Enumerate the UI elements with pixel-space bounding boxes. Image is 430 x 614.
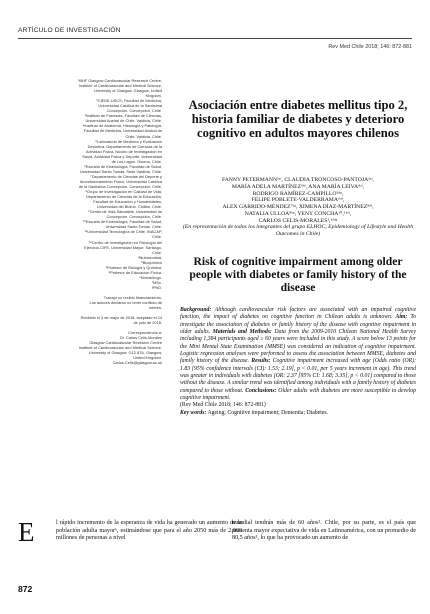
affiliation-line: Salud, Actividad Física y Deporte. Universidad xyxy=(82,153,162,159)
affiliation-line: ᵈProfesor de Educación Física. xyxy=(108,269,162,275)
affiliation-line: Universidad Santo Tomás. Chile. xyxy=(105,224,162,230)
affiliation-line: ᶠMSc. xyxy=(152,279,162,285)
affiliation-line: Chile. xyxy=(152,249,162,255)
author-line: NATALIA ULLOA⁹ᵇᵍ, YENY CONCHA¹⁰,¹¹ᵉᶠ, xyxy=(244,210,352,217)
affiliation-line: ᶜProfesor de Biología y Química. xyxy=(105,264,162,270)
abstract-citation: (Rev Med Chile 2018; 146: 872-881) xyxy=(180,402,266,409)
affiliation-line: United Kingdom. xyxy=(133,355,162,361)
affiliation-line: Los autores declaran no tener conflicto de xyxy=(89,300,162,306)
author-line: ALEX GARRIDO-MÉNDEZ⁷ᵈᵍ, XIMENA DÍAZ-MARTÍNEZ⁸ᵈᶠ, xyxy=(222,204,374,210)
affiliation-line: Correspondencia a: xyxy=(128,330,162,336)
header-divider xyxy=(18,38,412,39)
affiliation-line: ᵃNutricionista. xyxy=(138,254,162,260)
affiliation-line: Facultad de Educación y Humanidades, xyxy=(93,199,162,205)
affiliation-line: Ejercicio-CIFE, Universidad Mayor. Santiago, xyxy=(84,244,162,250)
affiliation-line: ¹²Centro de Investigación en Fisiología del xyxy=(89,239,162,245)
abstract xyxy=(180,307,416,417)
affiliation-line: ⁹Centro de Vida Saludable, Universidad de xyxy=(87,209,162,215)
affiliation-line: Universidad del Biobío. Chillán, Chile. xyxy=(96,204,162,210)
page-number: 872 xyxy=(18,584,33,594)
affiliations-sidebar xyxy=(18,78,162,366)
abstract-results-label: Results: xyxy=(251,358,271,365)
body-text-right-column: mundial tendrán más de 60 años². Chile, por su parte, es el país que presenta mayor expectativa de vida en Latinoamérica, con un promedio de 80,5 años³, lo que ha provocado un aumento de xyxy=(232,520,416,542)
author-line: CARLOS CELIS-MORALES¹,¹²ᵈᵍ xyxy=(258,217,338,224)
affiliation-line: ¹¹Universidad Tecnológica de Chile, INACAP, xyxy=(84,229,162,235)
affiliation-line: Dr. Carlos Celis-Morales xyxy=(119,335,162,341)
affiliation-line: ⁷Departamento de Ciencias del Deporte y xyxy=(90,173,162,179)
affiliation-line: Concepción. Concepción, Chile. xyxy=(106,214,162,220)
affiliation-line: Universidad Católica de la Santísima xyxy=(98,103,162,109)
abstract-aim: To investigate the association of diabetes or family history of the disease with cognitive impairment in older adults. xyxy=(180,314,416,336)
affiliation-line: ¹⁰Escuela de Kinesiología, Facultad de Salud, xyxy=(83,219,162,225)
affiliation-line: Trabajo no recibió financiamiento. xyxy=(103,294,162,300)
affiliation-line: University of Glasgow. Glasgow, United xyxy=(94,88,162,94)
affiliation-line: ⁴Instituto de Anatomía, Histología y Patología, xyxy=(82,123,162,129)
abstract-conclusions-label: Conclusions: xyxy=(245,387,277,394)
affiliation-line: Universidad Austral de Chile. Valdivia, Chile. xyxy=(85,118,162,124)
author-line: FELIPE POBLETE-VALDERRAMA⁶ᵈᶠ, xyxy=(251,197,345,204)
affiliation-line: Facultad de Medicina, Universidad Austral de xyxy=(83,128,162,134)
affiliation-line: ³Instituto de Farmacia, Facultad de Ciencias, xyxy=(84,113,162,119)
affiliation-line: ⁸Grupo de Investigación en Calidad de Vida, xyxy=(85,189,162,195)
author-line: FANNY PETERMANN¹ᵃᶠ, CLAUDIA TRONCOSO-PANTOJA²ᵃᶠ, xyxy=(221,177,375,183)
affiliation-line: Recibido el 3 de mayo de 2018, aceptado el 24 xyxy=(80,315,162,321)
affiliation-line: ᵇBioquímico xyxy=(141,259,162,265)
abstract-results: Cognitive impairment increased with age (Odds ratio (OR): 1.83 [95% confidence intervals (CI): 1.53; 2.19], p < 0.01, per 5 years increment in age). This trend was greater in individuals with diabetes (OR: 2.37 [95% CI: 1.68; 3.35], p < 0.01) compared to those without the disease. A similar trend was identified among individuals with a family history of diabetes compared to those without. xyxy=(180,358,416,394)
affiliation-line: de Los Lagos. Osorno, Chile. xyxy=(111,158,162,164)
section-label: ARTÍCULO DE INVESTIGACIÓN xyxy=(18,27,121,34)
affiliation-line: Carlos.Celis@glasgow.ac.uk xyxy=(112,360,162,366)
affiliation-line: de julio de 2018. xyxy=(133,320,162,326)
affiliation-line: Acondicionamiento Físico, Universidad Católica xyxy=(79,178,162,184)
affiliation-line: Institute of Cardiovascular and Medical Science, xyxy=(78,83,162,89)
drop-cap: E xyxy=(18,517,35,547)
abstract-conclusions: Older adults with diabetes are more susceptible to develop cognitive impairment. xyxy=(180,387,416,402)
affiliation-line: ᵍPhD. xyxy=(151,284,162,290)
keywords-line xyxy=(180,410,328,416)
authors-group-note: (En representación de todos los integrantes del grupo ELHOC, Epidemiology of Lifestyle and Health Outcomes in Chile) xyxy=(182,224,414,237)
abstract-aim-label: Aim: xyxy=(395,314,408,321)
affiliation-line: Concepción. Concepción, Chile. xyxy=(106,108,162,114)
journal-reference: Rev Med Chile 2018; 146: 872-881 xyxy=(328,44,412,50)
affiliation-line: Deportiva. Departamento de Ciencias de la xyxy=(87,143,162,149)
affiliation-line: ¹BHF Glasgow Cardiovascular Research Centre, xyxy=(78,78,162,83)
affiliation-line: ²CIEDE-USCS, Facultad de Medicina, xyxy=(96,98,162,104)
keywords: Ageing; Cognitive impairment; Dementia; Diabetes. xyxy=(206,409,329,416)
affiliation-line: interés. xyxy=(149,305,162,311)
affiliation-line: Actividad Física, Núcleo de Investigación en xyxy=(85,148,162,154)
abstract-methods: Data from the 2009-2010 Chilean National Health Survey including 1,384 participants aged ≥ 60 years were included in this study. A score below 13 points for the Mini Mental State Examination (MMSE) was considered an indication of cognitive impairment. Logistic regression analyses were performed to assess the association between MMSE, diabetes and family history of the disease. xyxy=(180,329,417,365)
affiliation-line: Universidad Santo Tomás, Sede Valdivia. Chile. xyxy=(79,168,162,174)
abstract-background: Although cardiovascular risk factors are associated with an impaired cognitive function, the impact of diabetes on cognitive function in Chilean adults is unknown. xyxy=(180,307,416,321)
affiliation-line: University of Glasgow. G12 8TA, Glasgow, xyxy=(88,350,162,356)
affiliation-line: Chile. xyxy=(152,234,162,240)
affiliation-line: ⁵Laboratorio de Medición y Evaluación xyxy=(95,138,162,144)
affiliation-line: Departamento de Ciencias de la Educación, xyxy=(86,194,162,200)
author-line: RODRIGO RAMÍREZ-CAMPILLO⁵ᵈᵍ, xyxy=(252,190,344,197)
body-text-left-column: l rápido incremento de la esperanza de vida ha generado un aumento de la población adulta mayor¹, estimándose que para el año 2050 más de 2.000 millones de personas a nivel xyxy=(56,520,242,542)
affiliation-line: Chile, Valdivia, Chile. xyxy=(125,133,162,139)
author-list xyxy=(180,177,416,238)
affiliation-line: ᵉKinesiólogo. xyxy=(139,274,162,280)
affiliation-line: de la Santísima Concepción. Concepción, Chile. xyxy=(78,183,162,189)
article-title-english: Risk of cognitive impairment among older people with diabetes or family history of the disease xyxy=(189,255,407,295)
affiliation-line: ⁶Escuela de Kinesiología, Facultad de Salud, xyxy=(84,163,162,169)
affiliation-line: Glasgow Cardiovascular Research Centre xyxy=(89,340,162,346)
affiliation-line: Kingdom. xyxy=(145,93,162,99)
abstract-methods-label: Materials and Methods: xyxy=(212,329,272,336)
author-names xyxy=(180,177,416,224)
author-line: MARÍA ADELA MARTÍNEZ³ᵇᶠ, ANA MARÍA LEIVA⁴ᶜᶠ, xyxy=(231,183,365,190)
abstract-background-label: Background: xyxy=(180,307,212,313)
keywords-label: Key words: xyxy=(180,409,207,416)
affiliation-line: Institute of Cardiovascular and Medical Science. xyxy=(78,345,162,351)
article-title-spanish: Asociación entre diabetes mellitus tipo 2, historia familiar de diabetes y deterioro cognitivo en adultos mayores chilenos xyxy=(188,98,408,141)
